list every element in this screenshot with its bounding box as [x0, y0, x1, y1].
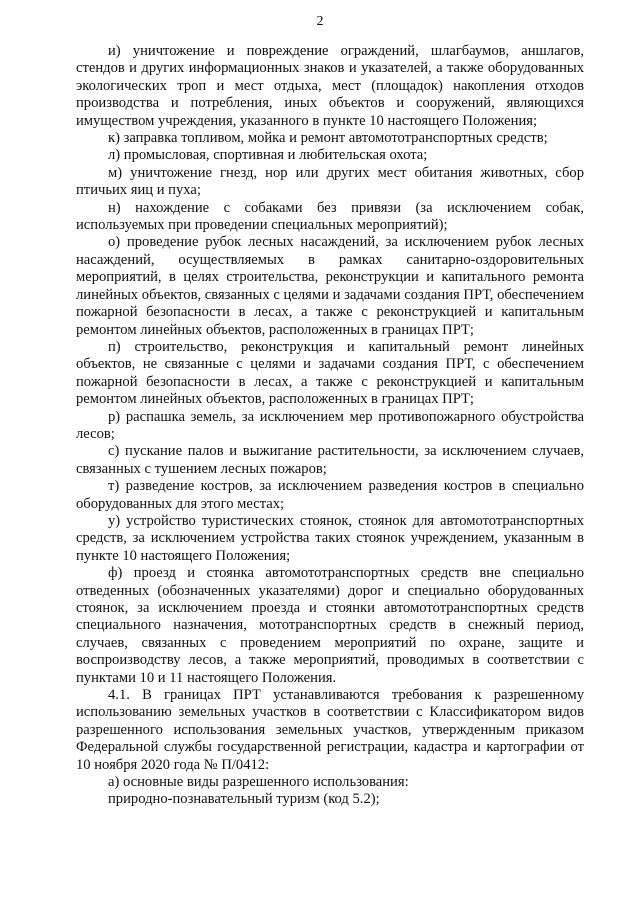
- paragraph-a-main-uses: а) основные виды разрешенного использования:: [108, 774, 409, 791]
- page-number: 2: [316, 14, 324, 29]
- paragraph-p: п) строительство, реконструкция и капитальный ремонт линейных объектов, не связанные с целями и задачами создания ПРТ, с обеспечением пожарной безопасности в лесах, а также с реконструкцией и капитальным ремонтом линейных объектов, расположенных в границах ПРТ;: [76, 338, 584, 408]
- paragraph-s: с) пускание палов и выжигание растительности, за исключением случаев, связанных с тушением лесных пожаров;: [76, 443, 584, 477]
- paragraph-f: ф) проезд и стоянка автомототранспортных средств вне специально отведенных (обозначенных указателями) дорог и специально оборудованных стоянок, за исключением проезда и стоянки автомототранспортных средств специального назначения, мототранспортных средств в снежный период, случаев, связанных с проведением мероприятий по охране, защите и воспроизводству лесов, а также мероприятий, проводимых в соответствии с пунктами 10 и 11 настоящего Положения.: [76, 565, 584, 686]
- paragraph-i: и) уничтожение и повреждение ограждений, шлагбаумов, аншлагов, стендов и других информационных знаков и указателей, а также оборудованных экологических троп и мест отдыха, мест (площадок) накопления отходов производства и потребления, иных объектов и сооружений, являющихся имуществом учреждения, указанного в пункте 10 настоящего Положения;: [76, 43, 584, 129]
- paragraph-o: о) проведение рубок лесных насаждений, за исключением рубок лесных насаждений, осуществляемых в рамках санитарно-оздоровительных мероприятий, в целях строительства, реконструкции и капитального ремонта линейных объектов, связанных с целями и задачами создания ПРТ, обеспечением пожарной безопасности в лесах, а также с реконструкцией и капитальным ремонтом линейных объектов, расположенных в границах ПРТ;: [76, 234, 584, 338]
- paragraph-t: т) разведение костров, за исключением разведения костров в специально оборудованных для этого местах;: [76, 478, 584, 512]
- paragraph-tourism-code: природно-познавательный туризм (код 5.2);: [108, 791, 380, 808]
- document-body: [76, 43, 584, 809]
- paragraph-k: к) заправка топливом, мойка и ремонт автомототранспортных средств;: [108, 130, 548, 147]
- paragraph-u: у) устройство туристических стоянок, стоянок для автомототранспортных средств, за исключением устройства таких стоянок учреждением, указанным в пункте 10 настоящего Положения;: [76, 512, 584, 564]
- paragraph-4-1: 4.1. В границах ПРТ устанавливаются требования к разрешенному использованию земельных участков в соответствии с Классификатором видов разрешенного использования земельных участков, утвержденным приказом Федеральной службы государственной регистрации, кадастра и картографии от 10 ноября 2020 года № П/0412:: [76, 687, 584, 773]
- paragraph-n: н) нахождение с собаками без привязи (за исключением собак, используемых при проведении специальных мероприятий);: [76, 199, 584, 234]
- paragraph-m: м) уничтожение гнезд, нор или других мест обитания животных, сбор птичьих яиц и пуха;: [76, 164, 584, 199]
- paragraph-l: л) промысловая, спортивная и любительская охота;: [108, 147, 428, 164]
- paragraph-r: р) распашка земель, за исключением мер противопожарного обустройства лесов;: [76, 408, 584, 442]
